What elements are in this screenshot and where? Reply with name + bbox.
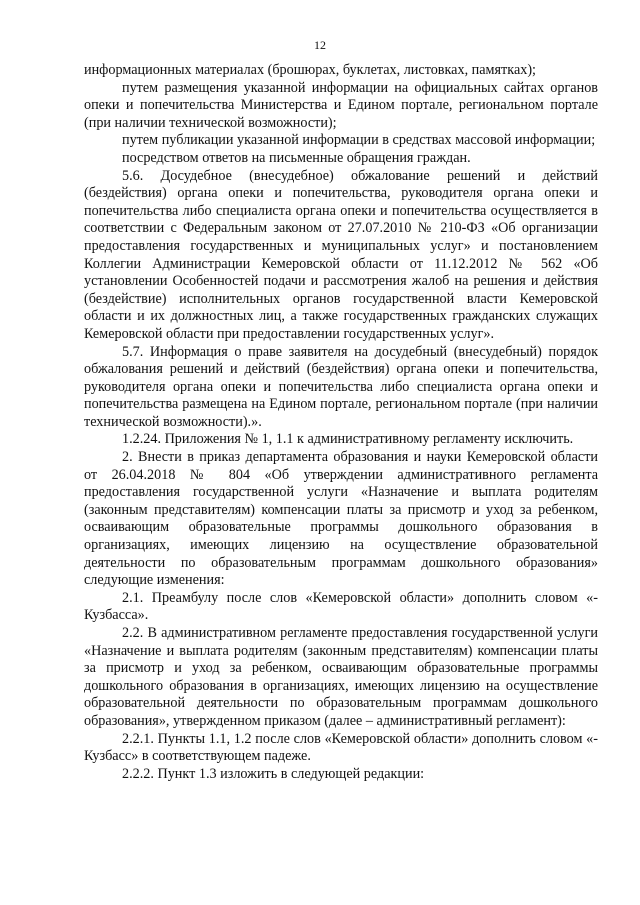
paragraph-5-6: 5.6. Досудебное (внесудебное) обжалование решений и действий (бездействия) органа опеки и попечительства, руководителя органа опеки и попечительства либо специалиста органа опеки и попечительства осуществляется в соответствии с Федеральным законом от 27.07.2010 № 210-ФЗ «Об организации предоставления государственных и муниципальных услуг» и постановлением Коллегии Администрации Кемеровской области от 11.12.2012 № 562 «Об установлении Особенностей подачи и рассмотрения жалоб на решения и действия (бездействие) исполнительных органов государственной власти Кемеровской области и их должностных лиц, а также государственных гражданских служащих Кемеровской области при предоставлении государственных услуг». — [84, 167, 598, 342]
paragraph-2: путем размещения указанной информации на официальных сайтах органов опеки и попечительства Министерства и Едином портале, региональном портале (при наличии технической возможности); — [84, 79, 598, 131]
paragraph-2-1: 2.1. Преамбулу после слов «Кемеровской области» дополнить словом «-Кузбасса». — [84, 589, 598, 624]
paragraph-1: информационных материалах (брошюрах, буклетах, листовках, памятках); — [84, 62, 536, 78]
paragraph-3: путем публикации указанной информации в средствах массовой информации; — [122, 132, 596, 149]
page-number: 12 — [314, 38, 326, 52]
paragraph-2-2-1: 2.2.1. Пункты 1.1, 1.2 после слов «Кемеровской области» дополнить словом «-Кузбасс» в соответствующем падеже. — [84, 730, 598, 765]
paragraph-2-2-2: 2.2.2. Пункт 1.3 изложить в следующей редакции: — [122, 765, 425, 782]
paragraph-4: посредством ответов на письменные обращения граждан. — [122, 149, 471, 166]
document-body — [84, 62, 598, 783]
paragraph-1-2-24: 1.2.24. Приложения № 1, 1.1 к административному регламенту исключить. — [122, 431, 574, 448]
paragraph-2-2: 2.2. В административном регламенте предоставления государственной услуги «Назначение и выплата родителям (законным представителям) компенсации платы за присмотр и уход за ребенком, осваивающим образовательные программы дошкольного образования в организациях, имеющих лицензию на осуществление образовательной деятельности по образовательным программам дошкольного образования», утвержденном приказом (далее – административный регламент): — [84, 625, 598, 729]
paragraph-5-7: 5.7. Информация о праве заявителя на досудебный (внесудебный) порядок обжалования решений и действий (бездействия) органа опеки и попечительства, руководителя органа опеки и попечительства либо специалиста органа опеки и попечительства размещена на Едином портале, региональном портале (при наличии технической возможности).». — [84, 343, 598, 430]
paragraph-2: 2. Внести в приказ департамента образования и науки Кемеровской области от 26.04.2018 № 804 «Об утверждении административного регламента предоставления государственной услуги «Назначение и выплата родителям (законным представителям) компенсации платы за присмотр и уход за ребенком, осваивающим образовательные программы дошкольного образования в организациях, имеющих лицензию на осуществление образовательной деятельности по образовательным программам дошкольного образования» следующие изменения: — [84, 449, 598, 589]
